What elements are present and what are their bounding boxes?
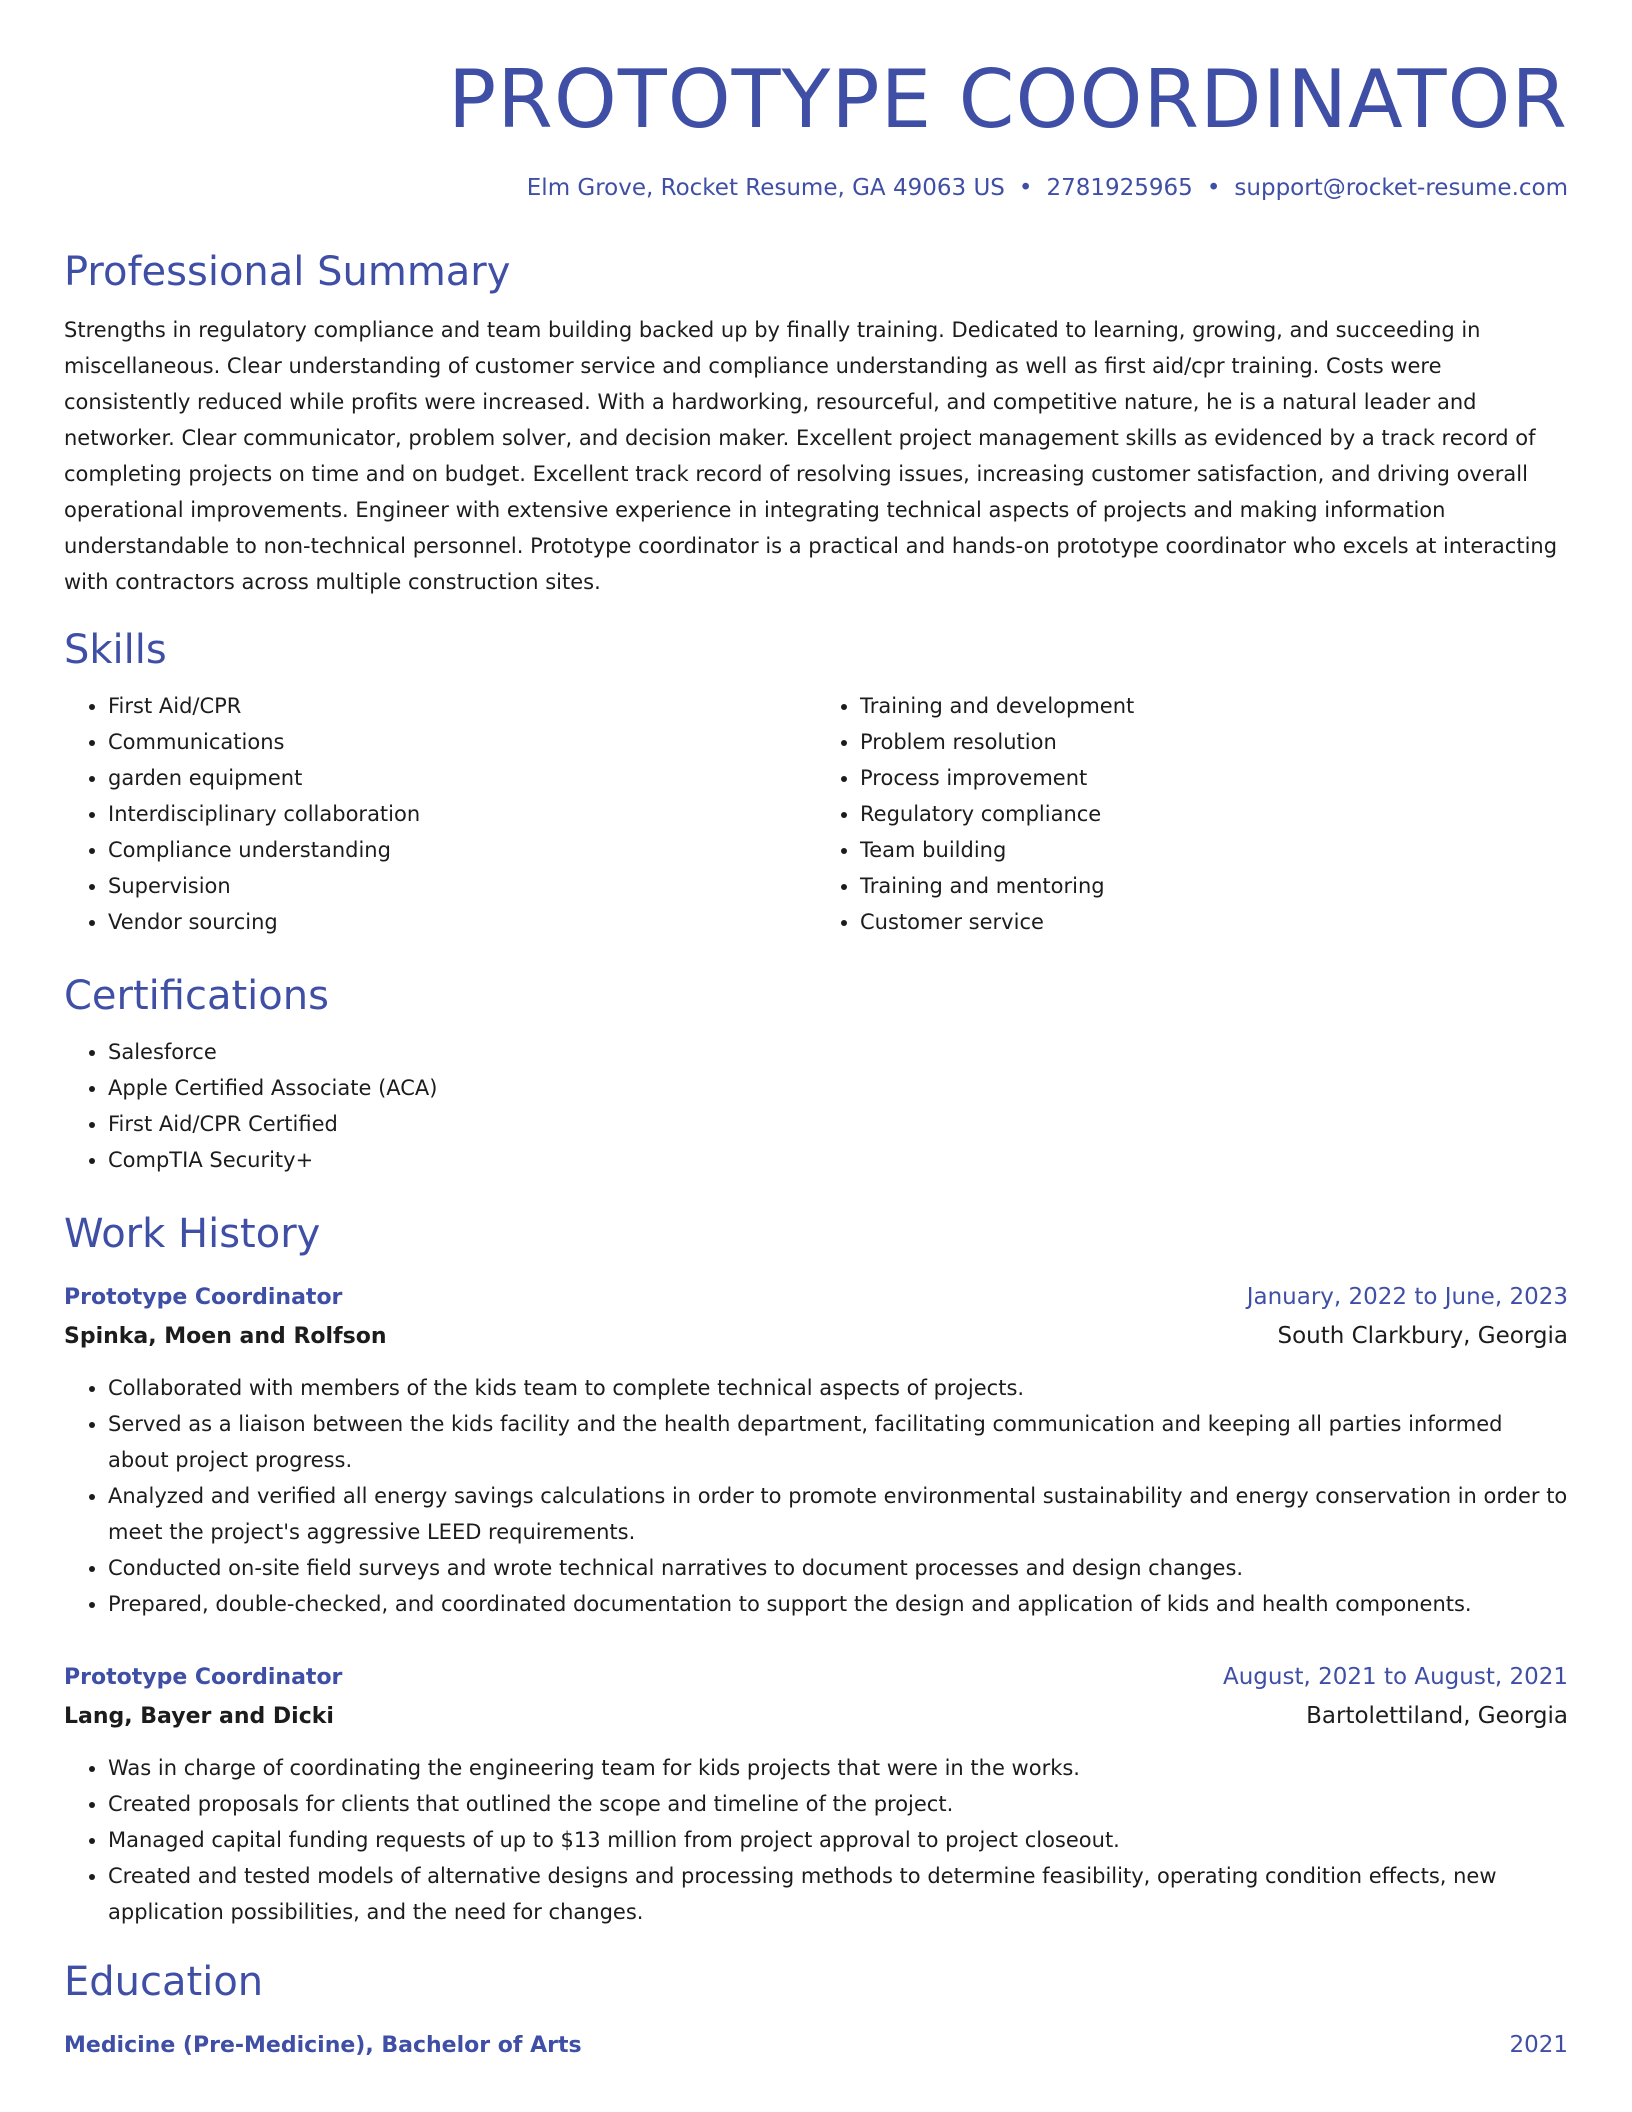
job-bullet: • Managed capital funding requests of up to $13 million from project approval to project closeout. bbox=[108, 1822, 1568, 1858]
certification-item: • First Aid/CPR Certified bbox=[108, 1106, 1568, 1142]
job-location: South Clarkbury, Georgia bbox=[1277, 1323, 1568, 1349]
job-location: Bartolettiland, Georgia bbox=[1306, 1703, 1568, 1729]
summary-heading: Professional Summary bbox=[64, 249, 511, 295]
contact-phone: 2781925965 bbox=[1046, 175, 1193, 201]
summary-text: Strengths in regulatory compliance and team building backed up by finally training. Dedicated to learning, growing, and succeeding in miscellaneous. Clear understanding of customer service and compliance understanding as well as first aid/cpr training. Costs were consistently reduced while profits were increased. With a hardworking, resourceful, and competitive nature, he is a natural leader and networker. Clear communicator, problem solver, and decision maker. Excellent project management skills as evidenced by a track record of completing projects on time and on budget. Excellent track record of resolving issues, increasing customer satisfaction, and driving overall operational improvements. Engineer with extensive experience in integrating technical aspects of projects and making information understandable to non-technical personnel. Prototype coordinator is a practical and hands-on prototype coordinator who excels at interacting with contractors across multiple construction sites. bbox=[64, 318, 1558, 594]
skills-heading: Skills bbox=[64, 627, 167, 673]
job-title-row bbox=[64, 1278, 1568, 1317]
job-company-row bbox=[64, 1697, 1568, 1736]
job-company-row bbox=[64, 1317, 1568, 1356]
job-bullet: • Collaborated with members of the kids team to complete technical aspects of projects. bbox=[108, 1370, 1568, 1406]
job-company: Lang, Bayer and Dicki bbox=[64, 1704, 334, 1729]
skills-list-left bbox=[64, 688, 816, 940]
skill-item: • Training and mentoring bbox=[860, 868, 1568, 904]
job-dates: August, 2021 to August, 2021 bbox=[1223, 1664, 1568, 1690]
skill-item: • Compliance understanding bbox=[108, 832, 816, 868]
contact-separator: • bbox=[1206, 175, 1221, 201]
candidate-name: PROTOTYPE COORDINATOR bbox=[448, 53, 1568, 146]
certifications-heading: Certifications bbox=[64, 973, 329, 1019]
job-bullets bbox=[64, 1750, 1568, 1930]
skill-item: • Process improvement bbox=[860, 760, 1568, 796]
job-bullets bbox=[64, 1370, 1568, 1622]
certification-item: • CompTIA Security+ bbox=[108, 1142, 1568, 1178]
education-heading: Education bbox=[64, 1959, 264, 2005]
job-bullet: • Was in charge of coordinating the engineering team for kids projects that were in the works. bbox=[108, 1750, 1568, 1786]
education-degree: Medicine (Pre-Medicine), Bachelor of Arts bbox=[64, 2033, 582, 2058]
job-bullet: • Prepared, double-checked, and coordinated documentation to support the design and application of kids and health components. bbox=[108, 1586, 1568, 1622]
skill-item: • Supervision bbox=[108, 868, 816, 904]
skill-item: • Interdisciplinary collaboration bbox=[108, 796, 816, 832]
skill-item: • Communications bbox=[108, 724, 816, 760]
skill-item: • Regulatory compliance bbox=[860, 796, 1568, 832]
skill-item: • Training and development bbox=[860, 688, 1568, 724]
job-bullet: • Analyzed and verified all energy savings calculations in order to promote environmental sustainability and energy conservation in order to meet the project's aggressive LEED requirements. bbox=[108, 1478, 1568, 1550]
skills-columns bbox=[64, 688, 1568, 940]
skill-item: • Customer service bbox=[860, 904, 1568, 940]
contact-address: Elm Grove, Rocket Resume, GA 49063 US bbox=[526, 175, 1005, 201]
skill-item: • garden equipment bbox=[108, 760, 816, 796]
skill-item: • First Aid/CPR bbox=[108, 688, 816, 724]
job-title-row bbox=[64, 1658, 1568, 1697]
certification-item: • Salesforce bbox=[108, 1034, 1568, 1070]
skill-item: • Problem resolution bbox=[860, 724, 1568, 760]
skill-item: • Team building bbox=[860, 832, 1568, 868]
job-company: Spinka, Moen and Rolfson bbox=[64, 1324, 387, 1349]
skills-list-right bbox=[816, 688, 1568, 940]
job-bullet: • Created proposals for clients that outlined the scope and timeline of the project. bbox=[108, 1786, 1568, 1822]
job-dates: January, 2022 to June, 2023 bbox=[1246, 1284, 1568, 1310]
certification-item: • Apple Certified Associate (ACA) bbox=[108, 1070, 1568, 1106]
certifications-list bbox=[64, 1034, 1568, 1178]
education-year: 2021 bbox=[1509, 2032, 1568, 2058]
work-history-heading: Work History bbox=[64, 1211, 321, 1257]
job-title: Prototype Coordinator bbox=[64, 1665, 343, 1690]
skill-item: • Vendor sourcing bbox=[108, 904, 816, 940]
job-entry bbox=[64, 1658, 1568, 1930]
education-entry bbox=[64, 2026, 1568, 2065]
job-title: Prototype Coordinator bbox=[64, 1285, 343, 1310]
job-entry bbox=[64, 1278, 1568, 1622]
contact-separator: • bbox=[1018, 175, 1033, 201]
job-bullet: • Conducted on-site field surveys and wrote technical narratives to document processes and design changes. bbox=[108, 1550, 1568, 1586]
contact-email: support@rocket-resume.com bbox=[1234, 175, 1568, 201]
job-bullet: • Created and tested models of alternative designs and processing methods to determine feasibility, operating condition effects, new application possibilities, and the need for changes. bbox=[108, 1858, 1568, 1930]
contact-line bbox=[64, 172, 1568, 204]
job-bullet: • Served as a liaison between the kids facility and the health department, facilitating communication and keeping all parties informed about project progress. bbox=[108, 1406, 1568, 1478]
